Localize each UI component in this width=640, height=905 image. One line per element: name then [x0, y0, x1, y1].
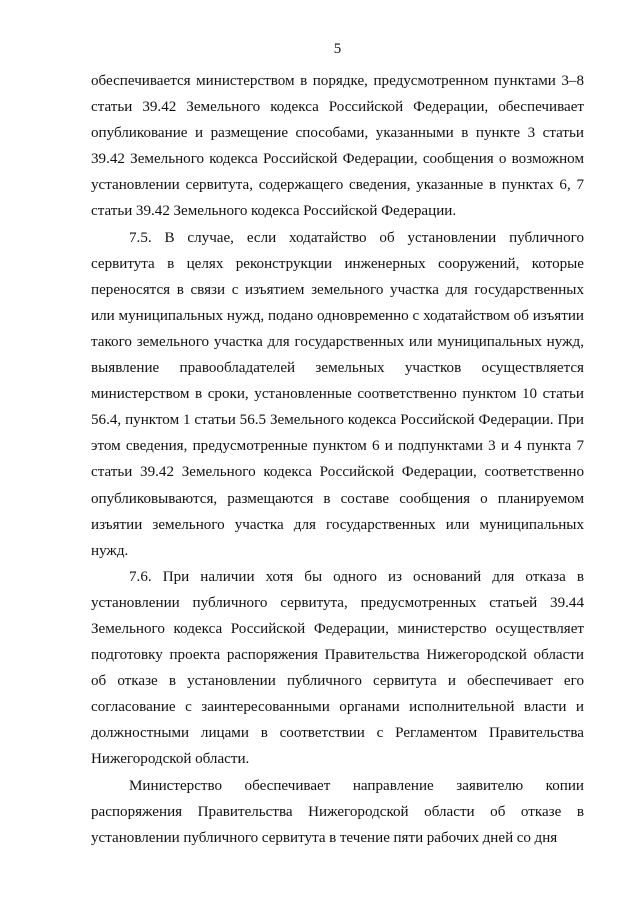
page-number: 5	[333, 41, 342, 57]
paragraph-clause-7-5: 7.5. В случае, если ходатайство об установлении публичного сервитута в целях реконструкции инженерных сооружений, которые переносятся в связи с изъятием земельного участка для государственных или муниципальных нужд, подано одновременно с ходатайством об изъятии такого земельного участка для государственных или муниципальных нужд, выявление правообладателей земельных участков осуществляется министерством в сроки, установленные соответственно пунктом 10 статьи 56.4, пунктом 1 статьи 56.5 Земельного кодекса Российской Федерации. При этом сведения, предусмотренные пунктом 6 и подпунктами 3 и 4 пункта 7 статьи 39.42 Земельного кодекса Российской Федерации, соответственно опубликовываются, размещаются в составе сообщения о планируемом изъятии земельного участка для государственных или муниципальных нужд.	[91, 229, 584, 559]
paragraph-ministry-direction: Министерство обеспечивает направление заявителю копии распоряжения Правительства Нижегородской области об отказе в установлении публичного сервитута в течение пяти рабочих дней со дня	[91, 777, 584, 846]
paragraph-continuation: обеспечивается министерством в порядке, предусмотренном пунктами 3–8 статьи 39.42 Земельного кодекса Российской Федерации, обеспечивает опубликование и размещение способами, указанными в пункте 3 статьи 39.42 Земельного кодекса Российской Федерации, сообщения о возможном установлении сервитута, содержащего сведения, указанные в пунктах 6, 7 статьи 39.42 Земельного кодекса Российской Федерации.	[91, 73, 584, 220]
paragraph-clause-7-6: 7.6. При наличии хотя бы одного из оснований для отказа в установлении публичного сервитута, предусмотренных статьей 39.44 Земельного кодекса Российской Федерации, министерство осуществляет подготовку проекта распоряжения Правительства Нижегородской области об отказе в установлении публичного сервитута и обеспечивает его согласование с заинтересованными органами исполнительной власти и должностными лицами в соответствии с Регламентом Правительства Нижегородской области.	[91, 568, 584, 768]
